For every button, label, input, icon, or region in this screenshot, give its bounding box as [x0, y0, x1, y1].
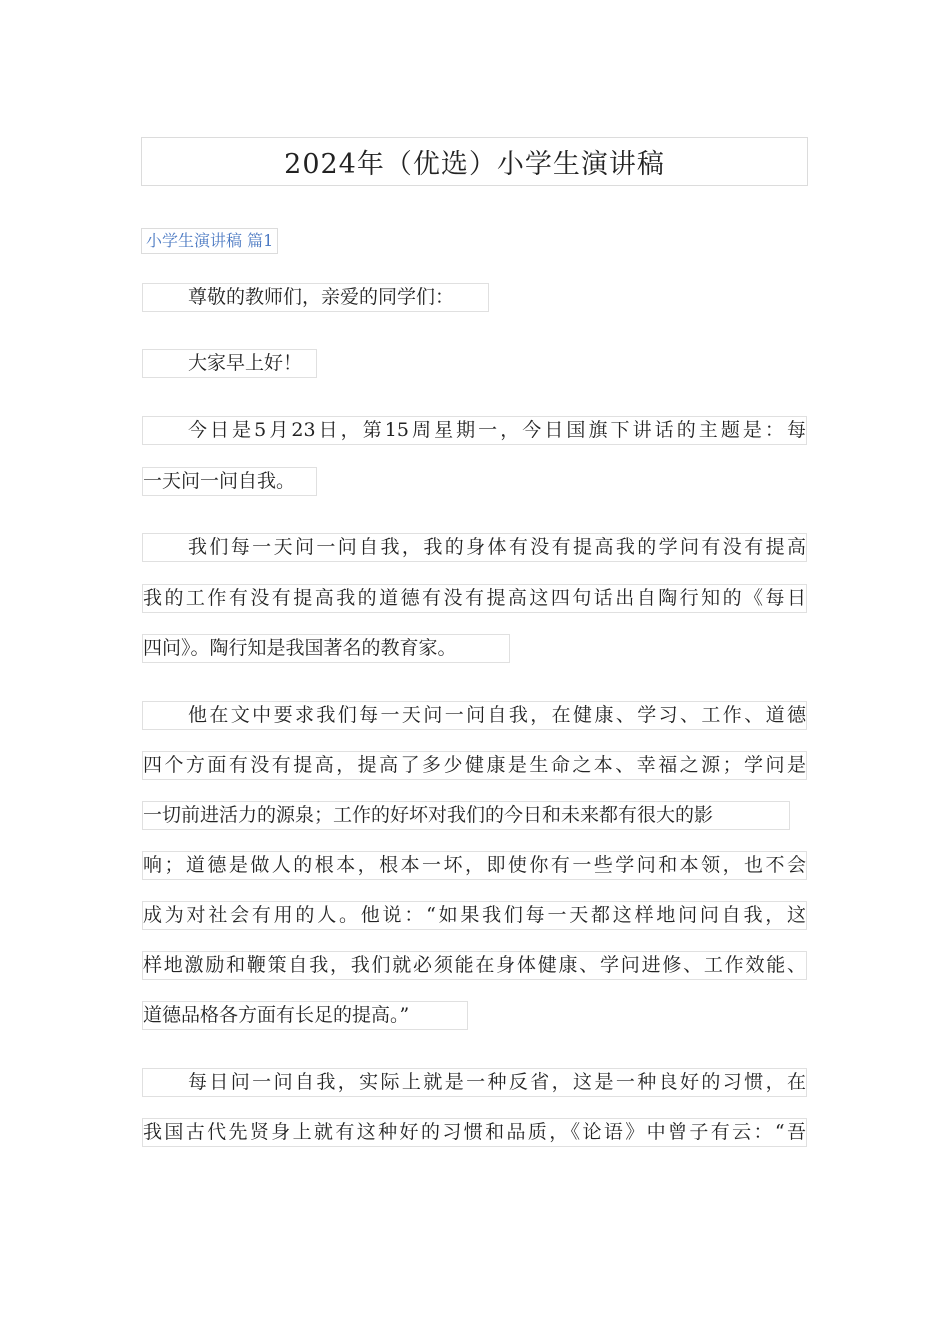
paragraph-line: 四问》。陶行知是我国著名的教育家。 — [142, 634, 510, 663]
paragraph-line: 样地激励和鞭策自我，我们就必须能在身体健康、学问进修、工作效能、 — [142, 951, 807, 980]
paragraph-line: 他在文中要求我们每一天问一问自我，在健康、学习、工作、道德 — [142, 701, 807, 730]
paragraph-line: 一天问一问自我。 — [142, 467, 317, 496]
document-title: 2024年（优选）小学生演讲稿 — [141, 137, 808, 186]
paragraph-line: 我的工作有没有提高我的道德有没有提高这四句话出自陶行知的《每日 — [142, 584, 807, 613]
paragraph-line: 响；道德是做人的根本，根本一坏，即使你有一些学问和本领，也不会 — [142, 851, 807, 880]
paragraph-line: 我们每一天问一问自我，我的身体有没有提高我的学问有没有提高 — [142, 533, 807, 562]
paragraph-line: 四个方面有没有提高，提高了多少健康是生命之本、幸福之源；学问是 — [142, 751, 807, 780]
paragraph-line: 尊敬的教师们，亲爱的同学们： — [142, 283, 489, 312]
paragraph-line: 大家早上好！ — [142, 349, 317, 378]
paragraph-line: 成为对社会有用的人。他说：“如果我们每一天都这样地问问自我，这 — [142, 901, 807, 930]
paragraph-line: 我国古代先贤身上就有这种好的习惯和品质，《论语》中曾子有云：“吾 — [142, 1118, 807, 1147]
paragraph-line: 今日是5月23日，第15周星期一，今日国旗下讲话的主题是：每 — [142, 416, 807, 445]
paragraph-line: 道德品格各方面有长足的提高。” — [142, 1001, 468, 1030]
section-heading: 小学生演讲稿 篇1 — [141, 228, 278, 254]
paragraph-line: 一切前进活力的源泉；工作的好坏对我们的今日和未来都有很大的影 — [142, 801, 790, 830]
paragraph-line: 每日问一问自我，实际上就是一种反省，这是一种良好的习惯，在 — [142, 1068, 807, 1097]
